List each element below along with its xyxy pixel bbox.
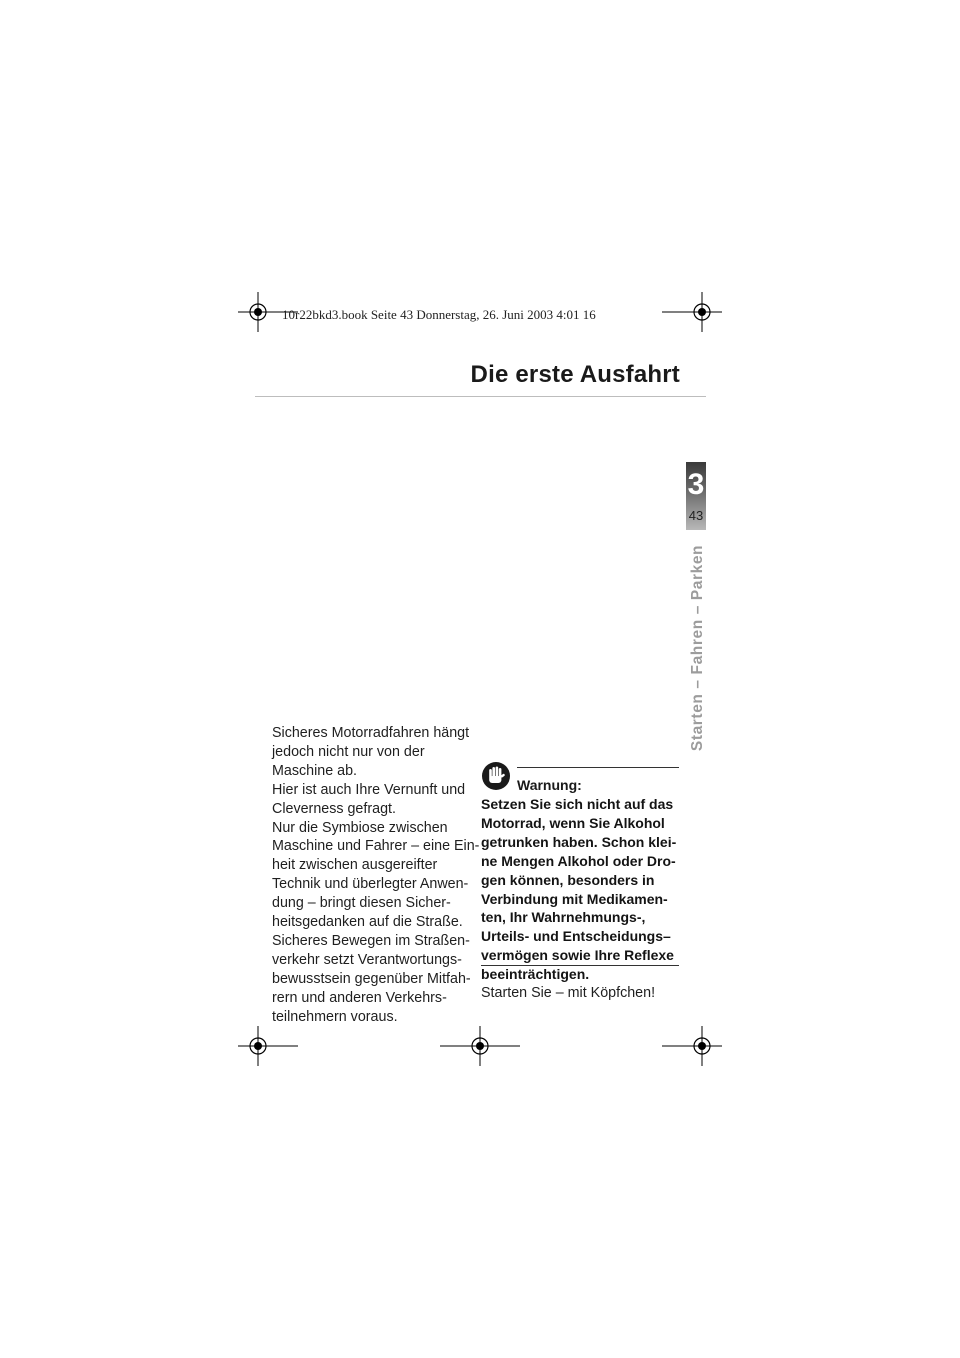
text-line: Setzen Sie sich nicht auf das — [481, 796, 674, 812]
text-line: dung – bringt diesen Sicher- — [272, 895, 451, 912]
text-line: teilnehmern voraus. — [272, 1008, 398, 1025]
warning-rule-bottom — [481, 965, 679, 966]
body-text — [272, 724, 480, 1027]
text-line: Urteils- und Entscheidungs– — [481, 928, 671, 945]
text-line: vermögen sowie Ihre Reflexe — [481, 947, 674, 964]
stop-hand-icon — [481, 761, 511, 791]
page-title: Die erste Ausfahrt — [470, 361, 680, 388]
text-line: Motorrad, wenn Sie Alkohol — [481, 814, 665, 831]
text-line: Maschine und Fahrer – eine Ein- — [272, 838, 480, 855]
warning-label: Warnung: — [517, 777, 582, 793]
text-line: verkehr setzt Verantwortungs- — [272, 951, 462, 968]
text-line: Hier ist auch Ihre Vernunft und — [272, 781, 466, 798]
text-line: ne Mengen Alkohol oder Dro- — [481, 852, 676, 869]
chapter-side-label — [687, 544, 709, 752]
chapter-number: 3 — [687, 468, 705, 501]
text-line: gen können, besonders in — [481, 871, 655, 888]
registration-mark-top-right — [662, 272, 742, 352]
text-line: bewusstsein gegenüber Mitfah- — [272, 970, 471, 987]
text-line: getrunken haben. Schon klei- — [481, 833, 677, 850]
text-line: Maschine ab. — [272, 762, 358, 779]
text-line: Sicheres Bewegen im Straßen- — [272, 932, 470, 949]
closing-line: Starten Sie – mit Köpfchen! — [481, 985, 656, 1001]
text-line: heitsgedanken auf die Straße. — [272, 914, 463, 931]
text-line: Sicheres Motorradfahren hängt — [272, 725, 470, 741]
page-number: 43 — [688, 508, 704, 523]
text-line: heit zwischen ausgereifter — [272, 857, 438, 874]
warning-rule-top — [517, 767, 679, 768]
text-line: rern und anderen Verkehrs- — [272, 989, 447, 1006]
text-line: Nur die Symbiose zwischen — [272, 819, 448, 836]
print-header: 10r22bkd3.book Seite 43 Donnerstag, 26. Juni 2003 4:01 16 — [282, 307, 596, 322]
text-line: Verbindung mit Medikamen- — [481, 890, 668, 907]
text-line: jedoch nicht nur von der — [272, 743, 425, 760]
registration-mark-bottom-right — [662, 1006, 742, 1086]
text-line: ten, Ihr Wahrnehmungs-, — [481, 909, 646, 926]
chapter-side-label-text: Starten – Fahren – Parken — [689, 544, 706, 752]
text-line: beeinträchtigen. — [481, 966, 590, 983]
warning-text — [481, 795, 681, 984]
text-line: Cleverness gefragt. — [272, 800, 396, 817]
title-divider — [255, 396, 706, 397]
text-line: Technik und überlegter Anwen- — [272, 876, 469, 893]
